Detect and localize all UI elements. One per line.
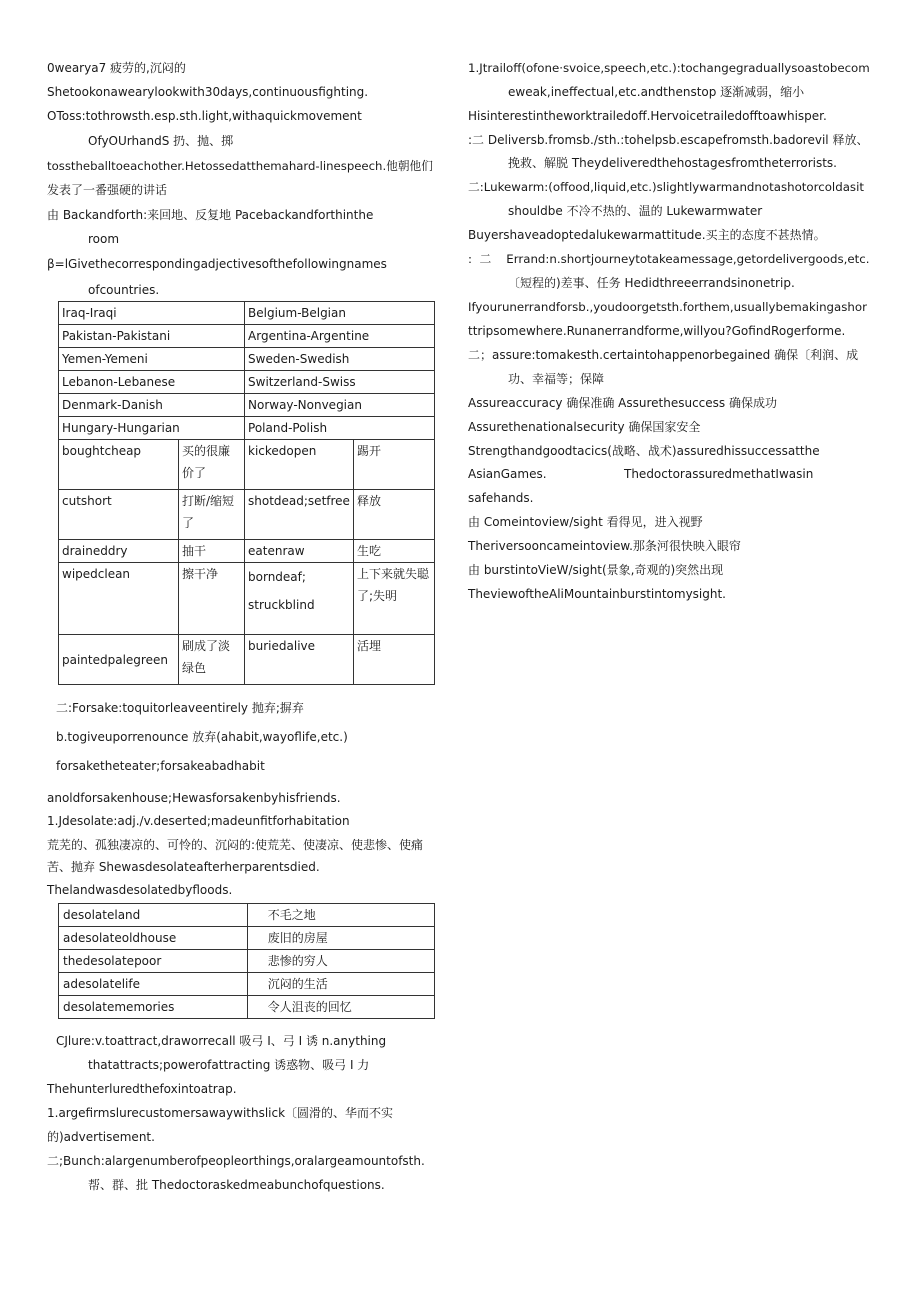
table-cell: Pakistan-Pakistani [59, 325, 245, 348]
country-adjectives-table [58, 301, 435, 685]
text-line: room [88, 232, 120, 246]
table-cell: 擦干净 [179, 563, 245, 635]
table-row [59, 325, 435, 348]
table-row [59, 927, 435, 950]
text-line: OfyOUrhandS 扔、抛、掷 [88, 134, 234, 148]
table-cell: adesolatelife [59, 973, 248, 996]
text-line: ofcountries. [88, 283, 160, 297]
text-line: tosstheballtoeachother.Hetossedatthemahard-linespeech.他朝他们 [47, 159, 433, 173]
text-line: 由 Comeintoview/sight 看得见，进入视野 [468, 515, 703, 529]
text-line: 发表了一番强硬的讲话 [47, 183, 168, 197]
text-line: 的)advertisement. [47, 1130, 155, 1144]
table-cell: Iraq-Iraqi [59, 302, 245, 325]
table-cell: boughtcheap [59, 440, 179, 490]
text-line: 1.argefirmslurecustomersawaywithslick〔圆滑的、华而不实 [47, 1106, 394, 1120]
text-line: OToss:tothrowsth.esp.sth.light,withaquickmovement [47, 109, 362, 123]
text-line: b.togiveuporrenounce 放弃(ahabit,wayoflife,etc.) [56, 730, 348, 744]
table-row [59, 635, 435, 685]
text-line: Buyershaveadoptedalukewarmattitude.买主的态度不甚热情。 [468, 228, 826, 242]
table-cell: Hungary-Hungarian [59, 417, 245, 440]
text-line: ttripsomewhere.Runanerrandforme,willyou?GofindRogerforme. [468, 324, 846, 338]
table-cell: 沉闷的生活 [247, 973, 434, 996]
text-line: 1.Jdesolate:adj./v.deserted;madeunfitforhabitation [47, 814, 350, 828]
table-cell: Denmark-Danish [59, 394, 245, 417]
text-line: CJlure:v.toattract,draworrecall 吸弓 I、弓 I 诱 n.anything [56, 1034, 387, 1048]
text-line: 苦、抛弃 Shewasdesolateafterherparentsdied. [47, 860, 320, 874]
text-line: 二;Bunch:alargenumberofpeopleorthings,oralargeamountofsth. [47, 1154, 425, 1168]
table-cell: 悲惨的穷人 [247, 950, 434, 973]
table-cell: shotdead;setfree [245, 490, 354, 540]
table-cell: 令人沮丧的回忆 [247, 996, 434, 1019]
text-line: Shetookonawearylookwith30days,continuousfighting. [47, 85, 369, 99]
text-line: 二:Lukewarm:(offood,liquid,etc.)slightlywarmandnotashotorcoldasit [468, 180, 864, 194]
table-row [59, 348, 435, 371]
table-row [59, 540, 435, 563]
table-row [59, 563, 435, 635]
table-row [59, 394, 435, 417]
text-line: Assurethenationalsecurity 确保国家安全 [468, 420, 701, 434]
table-cell: Belgium-Belgian [245, 302, 435, 325]
table-row [59, 302, 435, 325]
table-row [59, 950, 435, 973]
text-line: 0wearya7 疲劳的,沉闷的 [47, 61, 186, 75]
table-cell: wipedclean [59, 563, 179, 635]
table-cell: 打断/缩短了 [179, 490, 245, 540]
table-cell: 活埋 [353, 635, 434, 685]
table-row [59, 371, 435, 394]
text-line: 二:Forsake:toquitorleaveentirely 抛弃;摒弃 [56, 701, 304, 715]
text-line: ThedoctorassuredmethatIwasin [624, 467, 814, 481]
text-line: 帮、群、批 Thedoctoraskedmeabunchofquestions. [88, 1178, 385, 1192]
table-cell: eatenraw [245, 540, 354, 563]
text-line: safehands. [468, 491, 534, 505]
text-line: Assureaccuracy 确保准确 Assurethesuccess 确保成功 [468, 396, 777, 410]
text-line: Hisinterestintheworktrailedoff.Hervoicetrailedofftoawhisper. [468, 109, 827, 123]
table-row [59, 490, 435, 540]
text-line: Ifyourunerrandforsb.,youdoorgetsth.forthem,usuallybemakingashor [468, 300, 867, 314]
table-row [59, 904, 435, 927]
table-cell: kickedopen [245, 440, 354, 490]
text-line: shouldbe 不冷不热的、温的 Lukewarmwater [508, 204, 763, 218]
text-line: 〔短程的)差事、任务 Hedidthreeerrandsinonetrip. [508, 276, 795, 290]
table-cell: Norway-Nonvegian [245, 394, 435, 417]
text-line: Theriversooncameintoview.那条河很快映入眼帘 [468, 539, 741, 553]
table-cell: buriedalive [245, 635, 354, 685]
table-row [59, 973, 435, 996]
table-cell: Argentina-Argentine [245, 325, 435, 348]
table-cell: thedesolatepoor [59, 950, 248, 973]
table-cell: adesolateoldhouse [59, 927, 248, 950]
table-cell: Lebanon-Lebanese [59, 371, 245, 394]
text-line: 二；assure:tomakesth.certaintohappenorbegained 确保〔利润、成 [468, 348, 859, 362]
table-cell: 上下来就失聪了;失明 [353, 563, 434, 635]
table-cell: 生吃 [353, 540, 434, 563]
text-line: 1.Jtrailoff(ofone·svoice,speech,etc.):tochangegraduallysoastobecom [468, 61, 870, 75]
table-cell: cutshort [59, 490, 179, 540]
table-cell: 不毛之地 [247, 904, 434, 927]
table-row [59, 417, 435, 440]
text-line: Thehunterluredthefoxintoatrap. [47, 1082, 237, 1096]
text-line: 荒芜的、孤独凄凉的、可怜的、沉闷的:使荒芜、使凄凉、使悲惨、使痛 [47, 838, 424, 852]
table-cell: paintedpalegreen [59, 635, 179, 685]
text-line: :二 Deliversb.fromsb./sth.:tohelpsb.escapefromsth.badorevil 释放、 [468, 133, 869, 147]
table-cell: draineddry [59, 540, 179, 563]
table-cell: 废旧的房屋 [247, 927, 434, 950]
table-cell: 刷成了淡绿色 [179, 635, 245, 685]
table-cell: Yemen-Yemeni [59, 348, 245, 371]
text-line: Thelandwasdesolatedbyfloods. [47, 883, 233, 897]
text-line: AsianGames. [468, 467, 547, 481]
text-line: thatattracts;powerofattracting 诱惑物、吸弓 I 力 [88, 1058, 370, 1072]
desolate-table [58, 903, 435, 1019]
text-line: β=lGivethecorrespondingadjectivesofthefollowingnames [47, 257, 387, 271]
table-cell: desolatememories [59, 996, 248, 1019]
text-line: eweak,ineffectual,etc.andthenstop 逐渐减弱，缩小 [508, 85, 805, 99]
text-line: 由 burstintoVieW/sight(景象,奇观的)突然出现 [468, 563, 724, 577]
text-line: TheviewoftheAliMountainburstintomysight. [468, 587, 726, 601]
table-cell: 抽干 [179, 540, 245, 563]
table-row [59, 996, 435, 1019]
text-line: 功、幸福等；保障 [508, 372, 605, 386]
text-line: 挽救、解脱 Theydeliveredthehostagesfromtheterrorists. [508, 156, 837, 170]
text-line: Strengthandgoodtacics(战略、战术)assuredhissuccessatthe [468, 444, 820, 458]
table-cell: desolateland [59, 904, 248, 927]
table-cell: Sweden-Swedish [245, 348, 435, 371]
table-cell: 踢开 [353, 440, 434, 490]
text-line: : 二 Errand:n.shortjourneytotakeamessage,getordelivergoods,etc. [468, 252, 870, 266]
text-line: 由 Backandforth:来回地、反复地 Pacebackandforthinthe [47, 208, 374, 222]
table-row [59, 440, 435, 490]
table-cell: Poland-Polish [245, 417, 435, 440]
table-cell: Switzerland-Swiss [245, 371, 435, 394]
table-cell: borndeaf; struckblind [245, 563, 354, 635]
table-cell: 释放 [353, 490, 434, 540]
text-line: anoldforsakenhouse;Hewasforsakenbyhisfriends. [47, 791, 341, 805]
table-cell: 买的很廉价了 [179, 440, 245, 490]
text-line: forsaketheteater;forsakeabadhabit [56, 759, 265, 773]
